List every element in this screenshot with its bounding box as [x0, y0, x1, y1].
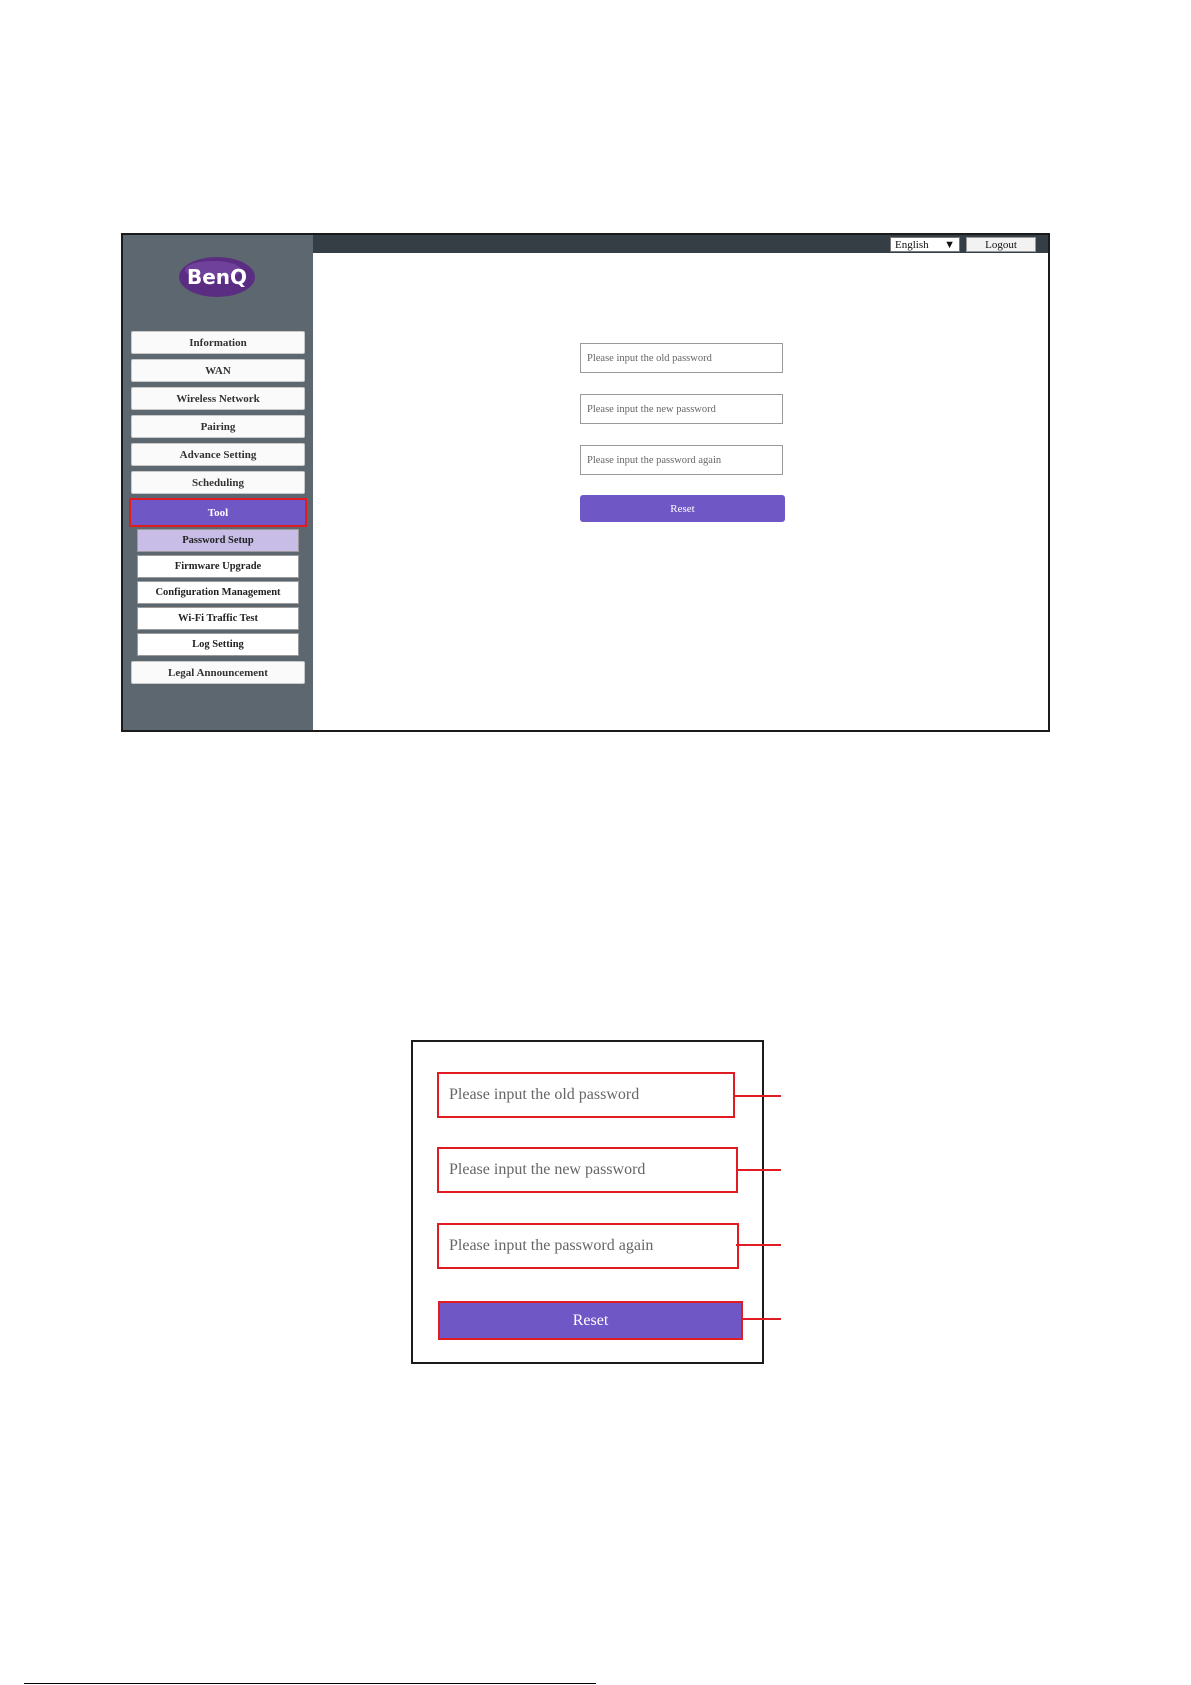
zoomed-password-form-callout	[411, 1040, 764, 1364]
sidebar-item-information[interactable]: Information	[131, 331, 305, 354]
reset-button[interactable]: Reset	[580, 495, 785, 522]
svg-text:BenQ: BenQ	[186, 265, 248, 289]
router-web-ui-screenshot	[121, 233, 1050, 732]
new-password-input[interactable]	[580, 394, 783, 424]
callout-confirm-password-input[interactable]	[437, 1223, 739, 1269]
sidebar-item-legal-announcement[interactable]: Legal Announcement	[131, 661, 305, 684]
sidebar-subitem-firmware-upgrade[interactable]: Firmware Upgrade	[137, 555, 299, 578]
sidebar-subitem-configuration-management[interactable]: Configuration Management	[137, 581, 299, 604]
sidebar-subitem-log-setting[interactable]: Log Setting	[137, 633, 299, 656]
sidebar-item-scheduling[interactable]: Scheduling	[131, 471, 305, 494]
dropdown-arrow-icon: ▼	[944, 238, 955, 251]
callout-leader-line-3	[736, 1244, 781, 1246]
sidebar-item-wan[interactable]: WAN	[131, 359, 305, 382]
callout-reset-button[interactable]: Reset	[438, 1301, 743, 1340]
sidebar-subitem-wifi-traffic-test[interactable]: Wi-Fi Traffic Test	[137, 607, 299, 630]
footer-divider	[24, 1683, 596, 1684]
benq-logo	[177, 254, 257, 300]
callout-leader-line-4	[743, 1318, 781, 1320]
sidebar-item-tool[interactable]: Tool	[129, 498, 307, 527]
language-select[interactable]	[890, 237, 960, 252]
top-bar	[313, 235, 1048, 253]
sidebar-subitem-password-setup[interactable]: Password Setup	[137, 529, 299, 552]
sidebar-item-pairing[interactable]: Pairing	[131, 415, 305, 438]
sidebar-item-advance-setting[interactable]: Advance Setting	[131, 443, 305, 466]
logout-button[interactable]: Logout	[966, 237, 1036, 252]
sidebar	[123, 235, 313, 730]
confirm-password-input[interactable]	[580, 445, 783, 475]
old-password-input[interactable]	[580, 343, 783, 373]
language-selected-value: English	[895, 238, 929, 251]
callout-leader-line-2	[737, 1169, 781, 1171]
callout-old-password-input[interactable]	[437, 1072, 735, 1118]
callout-leader-line-1	[735, 1095, 781, 1097]
callout-new-password-input[interactable]	[437, 1147, 738, 1193]
sidebar-item-wireless-network[interactable]: Wireless Network	[131, 387, 305, 410]
